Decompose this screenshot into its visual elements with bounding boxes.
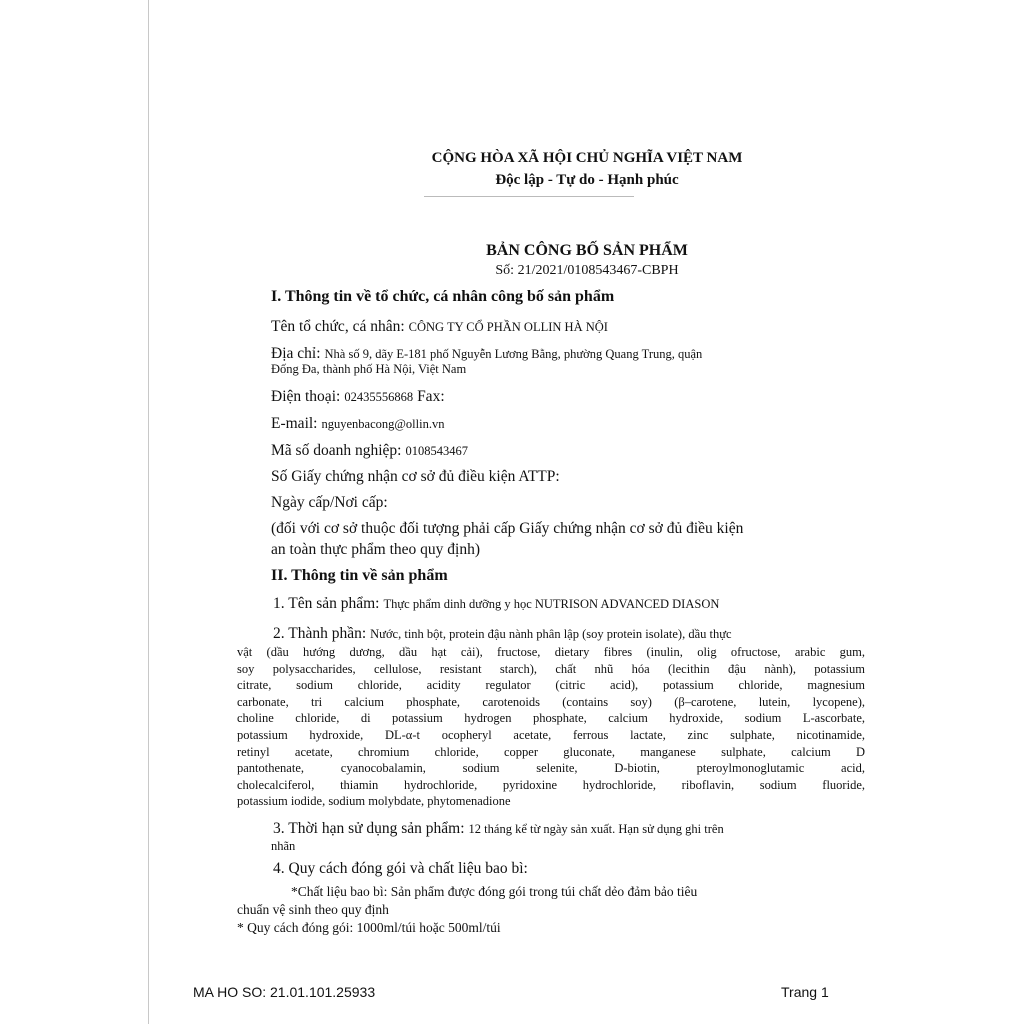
item3-value-line1: 12 tháng kể từ ngày sản xuất. Hạn sử dụng ghi trên (468, 822, 724, 836)
item2-label: 2. Thành phần: (273, 625, 367, 642)
document-title: BẢN CÔNG BỐ SẢN PHẨM (486, 242, 688, 259)
tax-label: Mã số doanh nghiệp: (271, 442, 402, 459)
national-title: CỘNG HÒA XÃ HỘI CHỦ NGHĨA VIỆT NAM (431, 150, 743, 166)
ingredients-line-11: potassium iodide, sodium molybdate, phytomenadione (237, 794, 511, 809)
ingredients-line-5: carbonate, tri calcium phosphate, carotenoids (contains soy) (β–carotene, lutein, lycopene), (237, 694, 865, 709)
divider (424, 196, 634, 197)
left-margin (0, 0, 148, 1024)
tax-value: 0108543467 (405, 444, 468, 458)
phone-value: 02435556868 (344, 390, 414, 404)
ingredients-line-3: soy polysaccharides, cellulose, resistant starch), chất nhũ hóa (lecithin đậu nành), potassium (237, 661, 865, 676)
phone-row (271, 388, 445, 406)
item4-label: 4. Quy cách đóng gói và chất liệu bao bì: (273, 860, 528, 877)
document-page (148, 0, 1024, 1024)
national-motto: Độc lập - Tự do - Hạnh phúc (495, 172, 679, 188)
org-row (271, 318, 608, 336)
section1-heading: I. Thông tin về tổ chức, cá nhân công bố sản phẩm (271, 288, 615, 305)
email-row (271, 415, 444, 433)
address-row (271, 345, 865, 363)
ingredients-line-9: pantothenate, cyanocobalamin, sodium selenite, D-biotin, pteroylmonoglutamic acid, (237, 761, 865, 776)
packaging-line2: chuẩn vệ sinh theo quy định (237, 902, 389, 917)
document-number: Số: 21/2021/0108543467-CBPH (495, 263, 679, 278)
section2-heading: II. Thông tin về sản phẩm (271, 567, 448, 584)
email-label: E-mail: (271, 415, 318, 432)
fax-label: Fax: (417, 388, 445, 405)
item3-value-line2: nhãn (271, 839, 296, 853)
dossier-number: MA HO SO: 21.01.101.25933 (193, 984, 376, 1000)
ingredients-line-7: potassium hydroxide, DL-α-t ocopheryl acetate, ferrous lactate, zinc sulphate, nicotinamide, (237, 728, 865, 742)
email-value: nguyenbacong@ollin.vn (321, 417, 445, 431)
address-line1: Nhà số 9, dãy E-181 phố Nguyễn Lương Bằng, phường Quang Trung, quận (324, 347, 703, 361)
tax-row (271, 442, 468, 460)
packaging-line3: * Quy cách đóng gói: 1000ml/túi hoặc 500ml/túi (237, 920, 501, 935)
address-line2: Đống Đa, thành phố Hà Nội, Việt Nam (271, 362, 467, 376)
ingredients-line-2: vật (dầu hướng dương, dầu hạt cải), fructose, dietary fibres (inulin, olig ofructose, arabic gum, (237, 645, 865, 659)
packaging-line1: *Chất liệu bao bì: Sản phẩm được đóng gói trong túi chất dẻo đảm bảo tiêu (291, 884, 698, 899)
cert-label: Số Giấy chứng nhận cơ sở đủ điều kiện ATTP: (271, 468, 560, 485)
item1-row (273, 595, 719, 613)
item2-row (273, 625, 732, 643)
ingredients-line-6: choline chloride, di potassium hydrogen phosphate, calcium hydroxide, sodium L-ascorbate, (237, 711, 865, 726)
phone-label: Điện thoại: (271, 388, 341, 405)
item1-value: Thực phẩm dinh dưỡng y học NUTRISON ADVANCED DIASON (383, 597, 720, 611)
ingredients-line-4: citrate, sodium chloride, acidity regulator (citric acid), potassium chloride, magnesium (237, 678, 865, 693)
ingredients-line-10: cholecalciferol, thiamin hydrochloride, pyridoxine hydrochloride, riboflavin, sodium fluoride, (237, 777, 865, 792)
issue-label: Ngày cấp/Nơi cấp: (271, 494, 388, 511)
org-value: CÔNG TY CỔ PHẦN OLLIN HÀ NỘI (408, 320, 608, 334)
org-label: Tên tổ chức, cá nhân: (271, 318, 405, 335)
ingredients-line-1: Nước, tinh bột, protein đậu nành phân lập (soy protein isolate), dầu thực (370, 627, 732, 641)
ingredients-line-8: retinyl acetate, chromium chloride, copper gluconate, manganese sulphate, calcium D (237, 744, 865, 759)
note-line2: an toàn thực phẩm theo quy định) (271, 541, 480, 558)
address-label: Địa chỉ: (271, 345, 321, 362)
item3-row (273, 820, 724, 838)
item1-label: 1. Tên sản phẩm: (273, 595, 380, 612)
item3-label: 3. Thời hạn sử dụng sản phẩm: (273, 820, 465, 837)
note-line1: (đối với cơ sở thuộc đối tượng phải cấp Giấy chứng nhận cơ sở đủ điều kiện (271, 520, 744, 537)
page-number: Trang 1 (781, 984, 829, 1000)
